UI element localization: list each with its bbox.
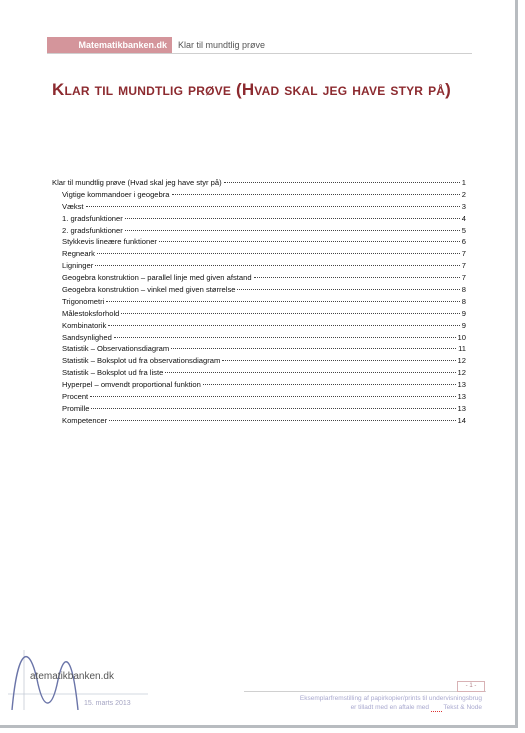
- toc-leader-dots: [108, 325, 459, 326]
- toc-entry[interactable]: [52, 189, 466, 201]
- copyright-note-line2-post: Tekst & Node: [443, 704, 482, 711]
- toc-entry[interactable]: [52, 391, 466, 403]
- toc-leader-dots: [172, 194, 460, 195]
- header-subtitle: Klar til mundtlig prøve: [178, 40, 266, 50]
- toc-entry[interactable]: [52, 213, 466, 225]
- toc-leader-dots: [224, 182, 460, 183]
- toc-leader-dots: [114, 337, 456, 338]
- toc-entry-page: 12: [457, 368, 466, 378]
- toc-entry-label: Vækst: [62, 201, 84, 211]
- toc-entry[interactable]: [52, 225, 466, 237]
- toc-entry-label: Trigonometri: [62, 296, 105, 306]
- toc-entry[interactable]: [52, 236, 466, 248]
- toc-entry-page: 2: [461, 189, 466, 199]
- toc-entry-page: 7: [461, 261, 466, 271]
- toc-leader-dots: [125, 230, 460, 231]
- copyright-note-line2: [244, 703, 482, 712]
- copyright-note-line1: Eksemplarfremstilling af papirkopier/prints til undervisningsbrug: [299, 695, 482, 702]
- toc-entry-label: Hyperpel – omvendt proportional funktion: [62, 380, 201, 390]
- toc-leader-dots: [222, 360, 455, 361]
- toc-leader-dots: [106, 301, 459, 302]
- toc-entry-page: 9: [461, 320, 466, 330]
- toc-entry-page: 8: [461, 285, 466, 295]
- toc-entry[interactable]: [52, 308, 466, 320]
- toc-entry[interactable]: [52, 177, 466, 189]
- toc-entry[interactable]: [52, 367, 466, 379]
- toc-leader-dots: [86, 206, 460, 207]
- toc-entry-page: 7: [461, 273, 466, 283]
- toc-entry[interactable]: [52, 320, 466, 332]
- spellcheck-mark: [431, 704, 442, 712]
- toc-entry-label: Regneark: [62, 249, 95, 259]
- toc-entry[interactable]: [52, 296, 466, 308]
- toc-entry-label: Stykkevis lineære funktioner: [62, 237, 157, 247]
- toc-leader-dots: [91, 408, 455, 409]
- toc-entry[interactable]: [52, 343, 466, 355]
- toc-entry-page: 8: [461, 296, 466, 306]
- toc-entry-label: Ligninger: [62, 261, 94, 271]
- toc-entry[interactable]: [52, 248, 466, 260]
- toc-leader-dots: [159, 241, 460, 242]
- footer-date: 15. marts 2013: [84, 700, 131, 707]
- toc-entry-page: 1: [461, 178, 466, 187]
- header-brand: Matematikbanken.dk: [47, 37, 172, 53]
- toc-entry-label: Vigtige kommandoer i geogebra: [62, 189, 170, 199]
- toc-entry-label: Statistik – Observationsdiagram: [62, 344, 170, 354]
- toc-entry-page: 7: [461, 249, 466, 259]
- toc-entry-page: 14: [457, 415, 466, 425]
- toc-entry-page: 9: [461, 308, 466, 318]
- toc-entry-page: 3: [461, 201, 466, 211]
- toc-leader-dots: [203, 384, 456, 385]
- toc-entry[interactable]: [52, 332, 466, 344]
- copyright-note: [244, 694, 482, 712]
- toc-entry[interactable]: [52, 415, 466, 427]
- page-header: [47, 37, 472, 54]
- toc-entry-page: 6: [461, 237, 466, 247]
- toc-entry-label: Kombinatorik: [62, 320, 107, 330]
- toc-leader-dots: [171, 348, 456, 349]
- toc-entry-label: 1. gradsfunktioner: [62, 213, 123, 223]
- copyright-note-line2-pre: er tilladt med en aftale med: [350, 704, 431, 711]
- toc-entry-label: Statistik – Boksplot ud fra observationsdiagram: [62, 356, 221, 366]
- toc-entry-page: 13: [457, 403, 466, 413]
- page-number: - 1 -: [457, 681, 485, 692]
- table-of-contents: [52, 177, 466, 427]
- toc-entry-label: Procent: [62, 392, 89, 402]
- toc-entry[interactable]: [52, 379, 466, 391]
- toc-entry-page: 10: [457, 332, 466, 342]
- toc-entry-page: 13: [457, 380, 466, 390]
- toc-leader-dots: [254, 277, 460, 278]
- toc-entry[interactable]: [52, 403, 466, 415]
- toc-leader-dots: [109, 420, 455, 421]
- toc-leader-dots: [90, 396, 455, 397]
- toc-entry-page: 11: [458, 344, 466, 354]
- toc-entry-label: Kompetencer: [62, 415, 108, 425]
- toc-entry-page: 13: [457, 392, 466, 402]
- toc-entry-label: Målestoksforhold: [62, 308, 120, 318]
- toc-leader-dots: [125, 218, 460, 219]
- toc-entry-label: Statistik – Boksplot ud fra liste: [62, 368, 164, 378]
- toc-entry-label: Sandsynlighed: [62, 332, 112, 342]
- toc-entry-page: 12: [457, 356, 466, 366]
- toc-entry[interactable]: [52, 201, 466, 213]
- toc-entry-page: 5: [461, 225, 466, 235]
- toc-entry-label: Promille: [62, 403, 90, 413]
- toc-entry-label: Geogebra konstruktion – parallel linje med given afstand: [62, 273, 252, 283]
- toc-entry[interactable]: [52, 260, 466, 272]
- document-title: Klar til mundtlig prøve (Hvad skal jeg have styr på): [52, 80, 452, 99]
- footer-divider: [244, 691, 486, 692]
- toc-entry[interactable]: [52, 284, 466, 296]
- toc-leader-dots: [121, 313, 459, 314]
- toc-leader-dots: [97, 253, 460, 254]
- toc-entry[interactable]: [52, 355, 466, 367]
- toc-entry[interactable]: [52, 272, 466, 284]
- toc-entry-label: 2. gradsfunktioner: [62, 225, 123, 235]
- logo-text: atematikbanken.dk: [30, 671, 114, 682]
- toc-leader-dots: [165, 372, 455, 373]
- toc-leader-dots: [95, 265, 460, 266]
- toc-entry-label: Klar til mundtlig prøve (Hvad skal jeg have styr på): [52, 178, 222, 187]
- toc-leader-dots: [237, 289, 459, 290]
- toc-entry-page: 4: [461, 213, 466, 223]
- toc-entry-label: Geogebra konstruktion – vinkel med given størrelse: [62, 285, 236, 295]
